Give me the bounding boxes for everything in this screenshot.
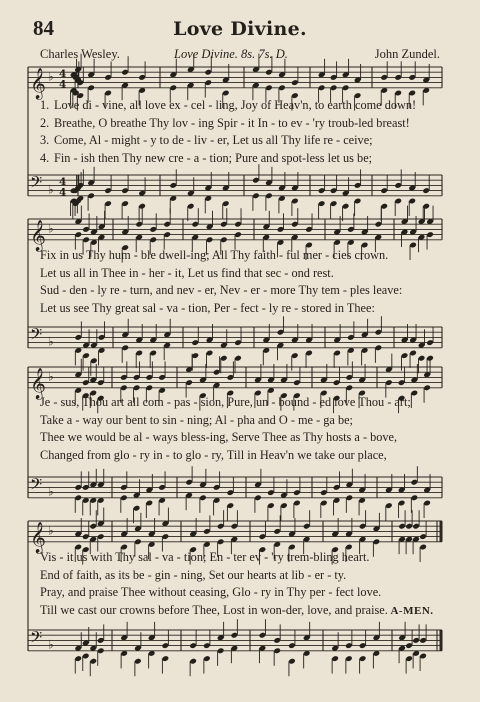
lyric-line bbox=[40, 550, 442, 566]
lyric-text: Pray, and praise Thee without ceasing, Glo - ry in Thy per - fect love. bbox=[40, 585, 382, 599]
lyric-line bbox=[40, 248, 442, 264]
verse-number: 1. bbox=[40, 98, 50, 112]
lyric-line bbox=[40, 133, 442, 149]
verse-number: 3. bbox=[40, 133, 50, 147]
lyric-line bbox=[40, 266, 442, 282]
lyric-text: Take a - way our bent to sin - ning; Al - pha and O - me - ga be; bbox=[40, 412, 353, 427]
flat-sign-icon: ♭ bbox=[48, 69, 54, 84]
flat-sign-icon: ♭ bbox=[48, 182, 54, 197]
time-signature-icon: 4 bbox=[59, 67, 67, 80]
lyric-line bbox=[40, 430, 442, 446]
verse-number: 4. bbox=[40, 150, 50, 165]
amen-label: A-MEN. bbox=[387, 604, 434, 617]
bass-clef-icon: 𝄢 bbox=[30, 325, 43, 348]
lyric-line bbox=[40, 98, 442, 114]
treble-clef-icon: 𝄞 bbox=[30, 367, 46, 399]
flat-sign-icon: ♭ bbox=[48, 523, 54, 538]
verse-number: 2. bbox=[40, 115, 50, 130]
lyric-text: Breathe, O breathe Thy lov - ing Spir - it In - to ev - 'ry troub-led breast! bbox=[54, 115, 410, 130]
lyric-text: Love di - vine, all love ex - cel - ling, Joy of Heav'n, to earth come down! bbox=[54, 98, 417, 112]
lyric-text: Sud - den - ly re - turn, and nev - er, Nev - er - more Thy tem - ples leave: bbox=[40, 283, 403, 297]
flat-sign-icon: ♭ bbox=[48, 369, 54, 384]
lyric-line bbox=[40, 413, 442, 429]
lyric-text: Je - sus, Thou art all com - pas - sion, Pure, un - bound - ed love Thou - art; bbox=[40, 395, 411, 409]
composer-credit: John Zundel. bbox=[374, 47, 440, 61]
lyric-text: Vis - it us with Thy sal - va - tion; En - ter ev - 'ry trem-bling heart. bbox=[40, 550, 370, 564]
tune-credit: Love Divine. 8s. 7s. D. bbox=[174, 47, 288, 61]
lyric-text: End of faith, as its be - gin - ning, Set our hearts at lib - er - ty. bbox=[40, 567, 347, 582]
bass-clef-icon: 𝄢 bbox=[30, 173, 43, 196]
bass-clef-icon: 𝄢 bbox=[30, 628, 43, 651]
treble-clef-icon: 𝄞 bbox=[30, 219, 46, 251]
lyric-text: Fix in us Thy hum - ble dwell-ing; All Thy faith - ful mer - cies crown. bbox=[40, 248, 389, 262]
flat-sign-icon: ♭ bbox=[48, 334, 54, 349]
lyric-line bbox=[40, 283, 442, 299]
lyric-line bbox=[40, 448, 442, 464]
treble-clef-icon: 𝄞 bbox=[30, 67, 46, 99]
lyric-line bbox=[40, 603, 442, 619]
lyric-text: Come, Al - might - y to de - liv - er, Let us all Thy life re - ceive; bbox=[54, 133, 373, 147]
lyric-line bbox=[40, 568, 442, 584]
page-number: 84 bbox=[33, 16, 54, 40]
lyric-text: Changed from glo - ry in - to glo - ry, Till in Heav'n we take our place, bbox=[40, 447, 387, 462]
hymn-title: Love Divine. bbox=[173, 18, 307, 40]
lyric-line bbox=[40, 301, 442, 317]
lyric-text: Fin - ish then Thy new cre - a - tion; Pure and spot-less let us be; bbox=[54, 150, 373, 165]
lyric-text: Thee we would be al - ways bless-ing, Serve Thee as Thy hosts a - bove, bbox=[40, 430, 398, 444]
treble-clef-icon: 𝄞 bbox=[30, 521, 46, 553]
time-signature-icon: 4 bbox=[59, 175, 67, 188]
lyric-text: Let us all in Thee in - her - it, Let us find that sec - ond rest. bbox=[40, 265, 334, 280]
lyric-text: Till we cast our crowns before Thee, Lost in won-der, love, and praise. bbox=[40, 602, 388, 617]
lyric-line bbox=[40, 116, 442, 132]
lyric-line bbox=[40, 395, 442, 411]
time-signature-icon: 4 bbox=[59, 78, 67, 91]
lyric-line bbox=[40, 151, 442, 167]
flat-sign-icon: ♭ bbox=[48, 221, 54, 236]
author-credit: Charles Wesley. bbox=[40, 47, 120, 61]
time-signature-icon: 4 bbox=[59, 186, 67, 199]
flat-sign-icon: ♭ bbox=[48, 637, 54, 652]
bass-clef-icon: 𝄢 bbox=[30, 475, 43, 498]
lyric-text: Let us see Thy great sal - va - tion, Per - fect - ly re - stored in Thee: bbox=[40, 300, 375, 315]
lyric-line bbox=[40, 585, 442, 601]
flat-sign-icon: ♭ bbox=[48, 484, 54, 499]
